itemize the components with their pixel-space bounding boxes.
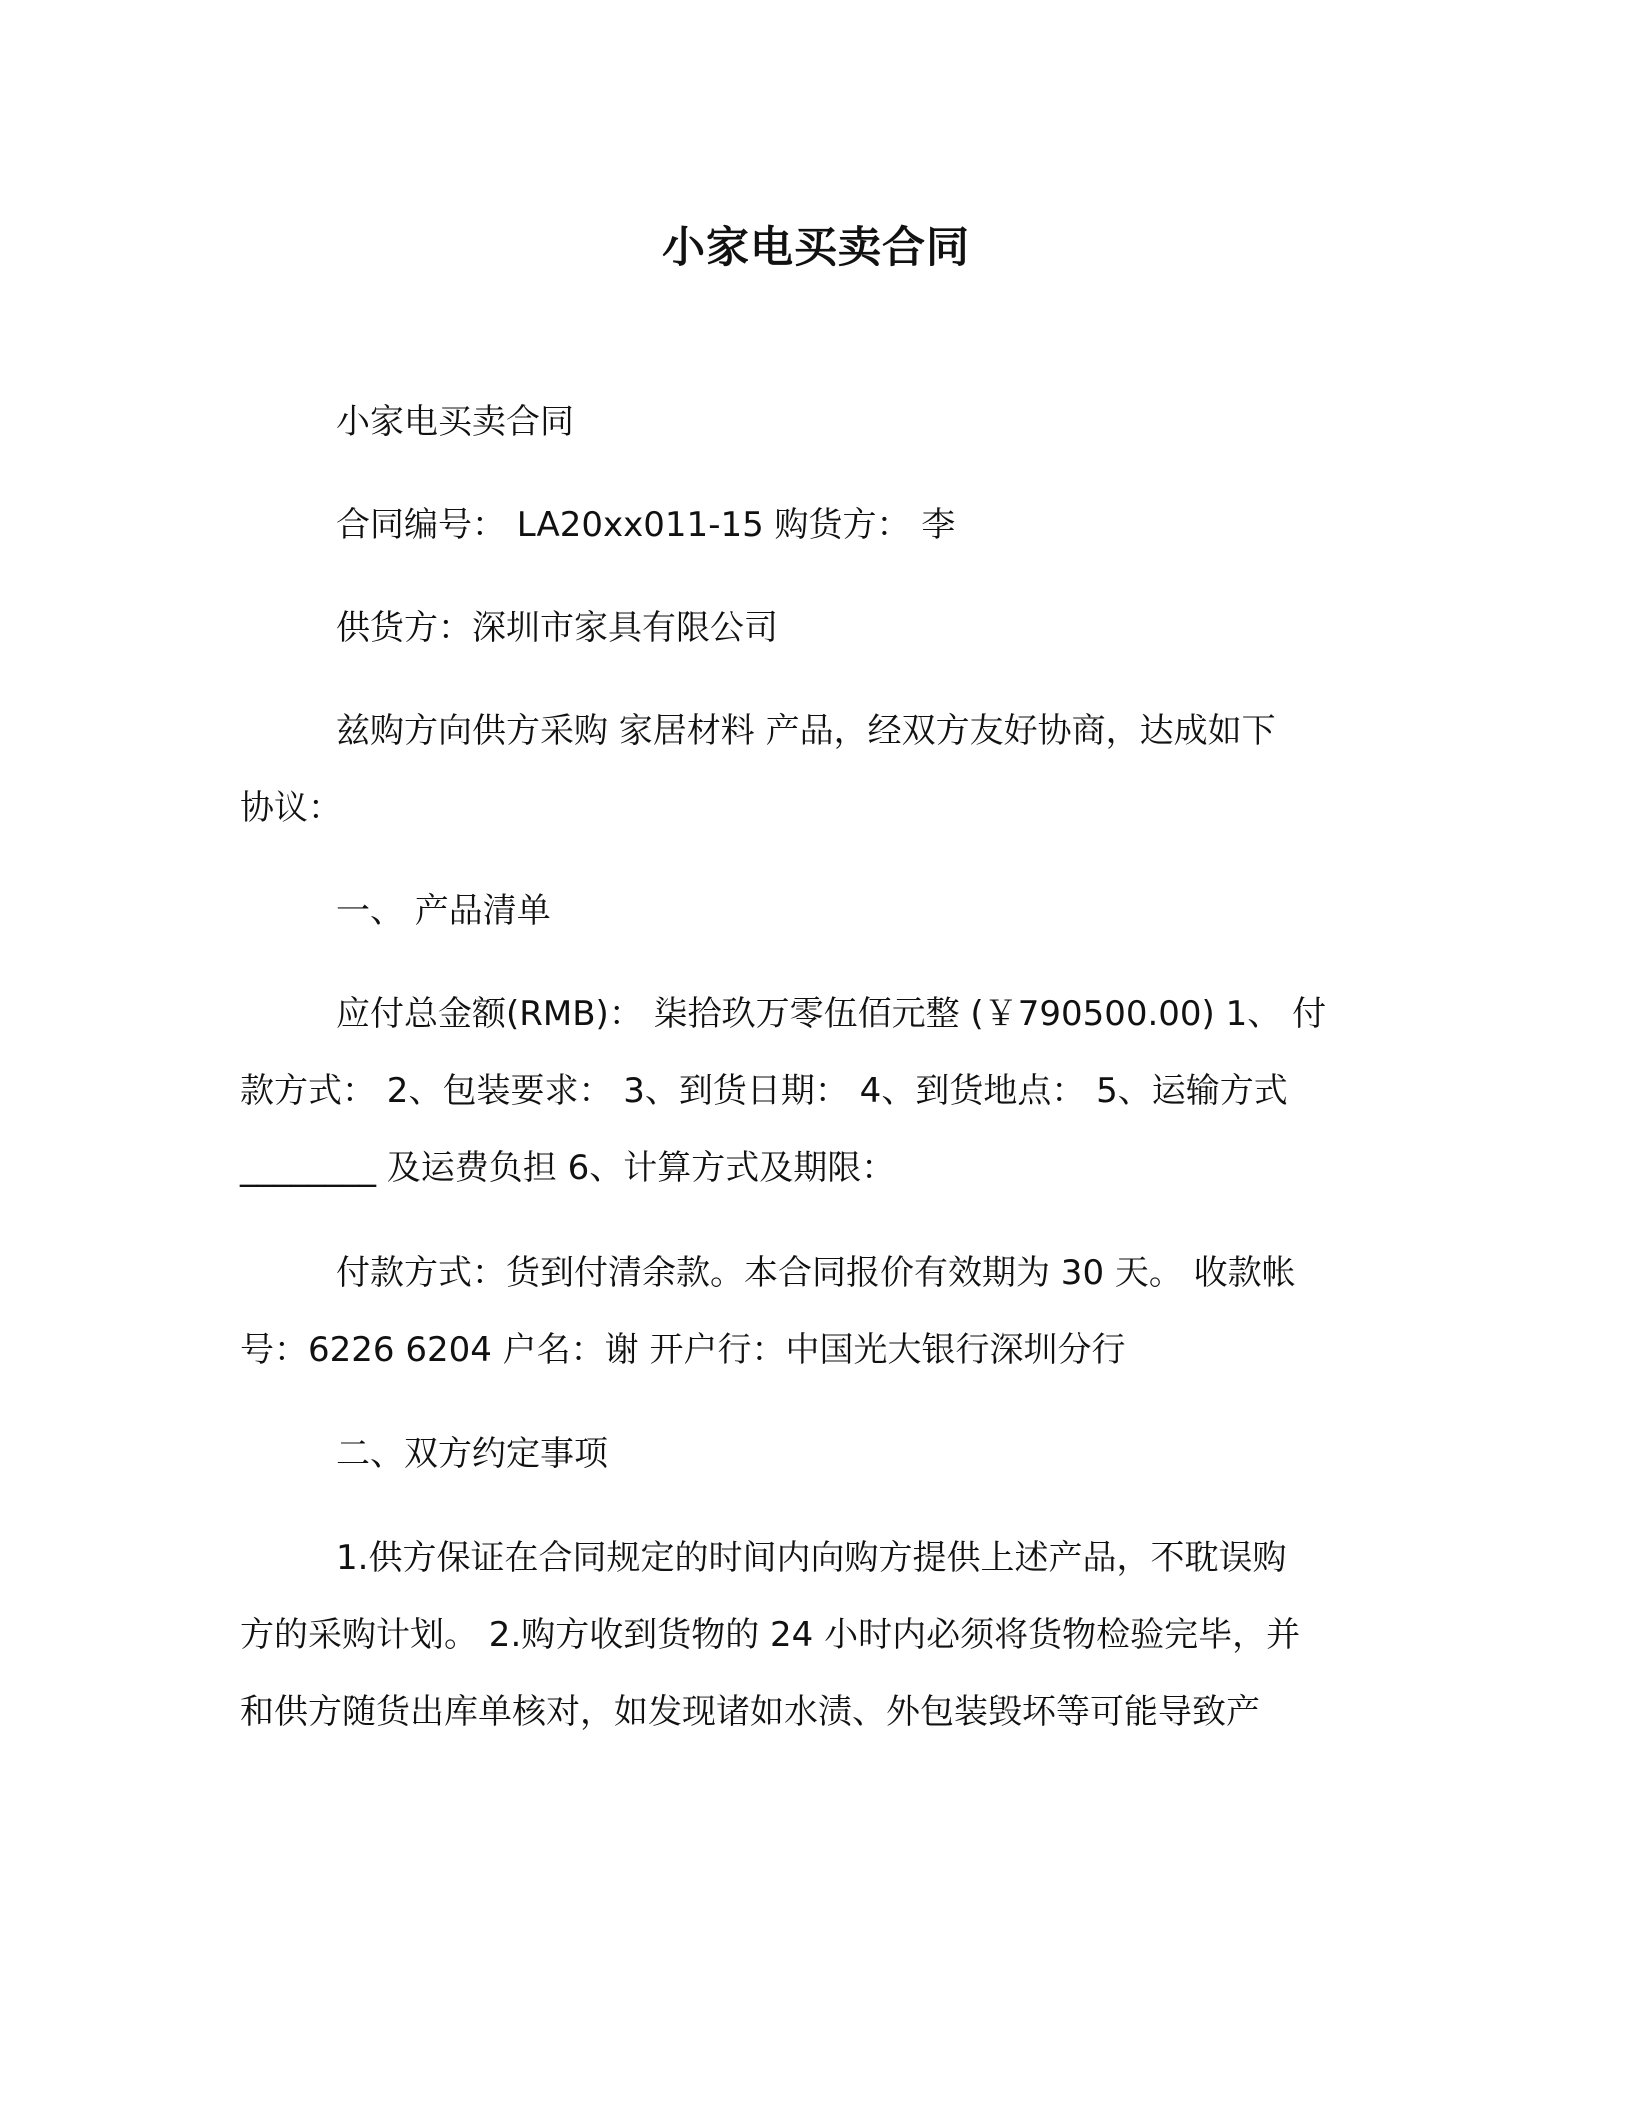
amount-line-1: 应付总金额(RMB)： 柒拾玖万零伍佰元整 (￥790500.00) 1、 付 bbox=[336, 994, 1327, 1034]
contract-number-paragraph bbox=[240, 487, 1380, 564]
contract-number-text: 合同编号： LA20xx011-15 购货方： 李 bbox=[336, 505, 956, 545]
subtitle-text: 小家电买卖合同 bbox=[336, 402, 574, 442]
amount-paragraph bbox=[240, 976, 1380, 1207]
terms-line-1: 1.供方保证在合同规定的时间内向购方提供上述产品，不耽误购 bbox=[336, 1538, 1287, 1578]
supplier-text: 供货方：深圳市家具有限公司 bbox=[336, 608, 778, 648]
intro-line-2: 协议： bbox=[240, 788, 342, 828]
section-2-heading-text: 二、双方约定事项 bbox=[336, 1434, 608, 1474]
terms-line-2: 方的采购计划。 2.购方收到货物的 24 小时内必须将货物检验完毕，并 bbox=[240, 1615, 1301, 1655]
intro-paragraph bbox=[240, 693, 1380, 847]
payment-line-1: 付款方式：货到付清余款。本合同报价有效期为 30 天。 收款帐 bbox=[336, 1253, 1296, 1293]
payment-paragraph bbox=[240, 1235, 1380, 1389]
terms-line-3: 和供方随货出库单核对，如发现诸如水渍、外包装毁坏等可能导致产 bbox=[240, 1692, 1260, 1732]
subtitle-paragraph bbox=[240, 384, 1380, 461]
section-2-heading bbox=[240, 1416, 1380, 1493]
section-1-heading bbox=[240, 873, 1380, 950]
payment-line-2: 号：6226 6204 户名：谢 开户行：中国光大银行深圳分行 bbox=[240, 1330, 1126, 1370]
terms-paragraph bbox=[240, 1520, 1380, 1751]
document-title: 小家电买卖合同 bbox=[662, 223, 970, 273]
supplier-paragraph bbox=[240, 590, 1380, 667]
amount-line-3: ________ 及运费负担 6、计算方式及期限： bbox=[240, 1148, 896, 1188]
intro-line-1: 兹购方向供方采购 家居材料 产品，经双方友好协商，达成如下 bbox=[336, 711, 1276, 751]
amount-line-2: 款方式： 2、包装要求： 3、到货日期： 4、到货地点： 5、运输方式 bbox=[240, 1071, 1288, 1111]
section-1-heading-text: 一、 产品清单 bbox=[336, 891, 551, 931]
